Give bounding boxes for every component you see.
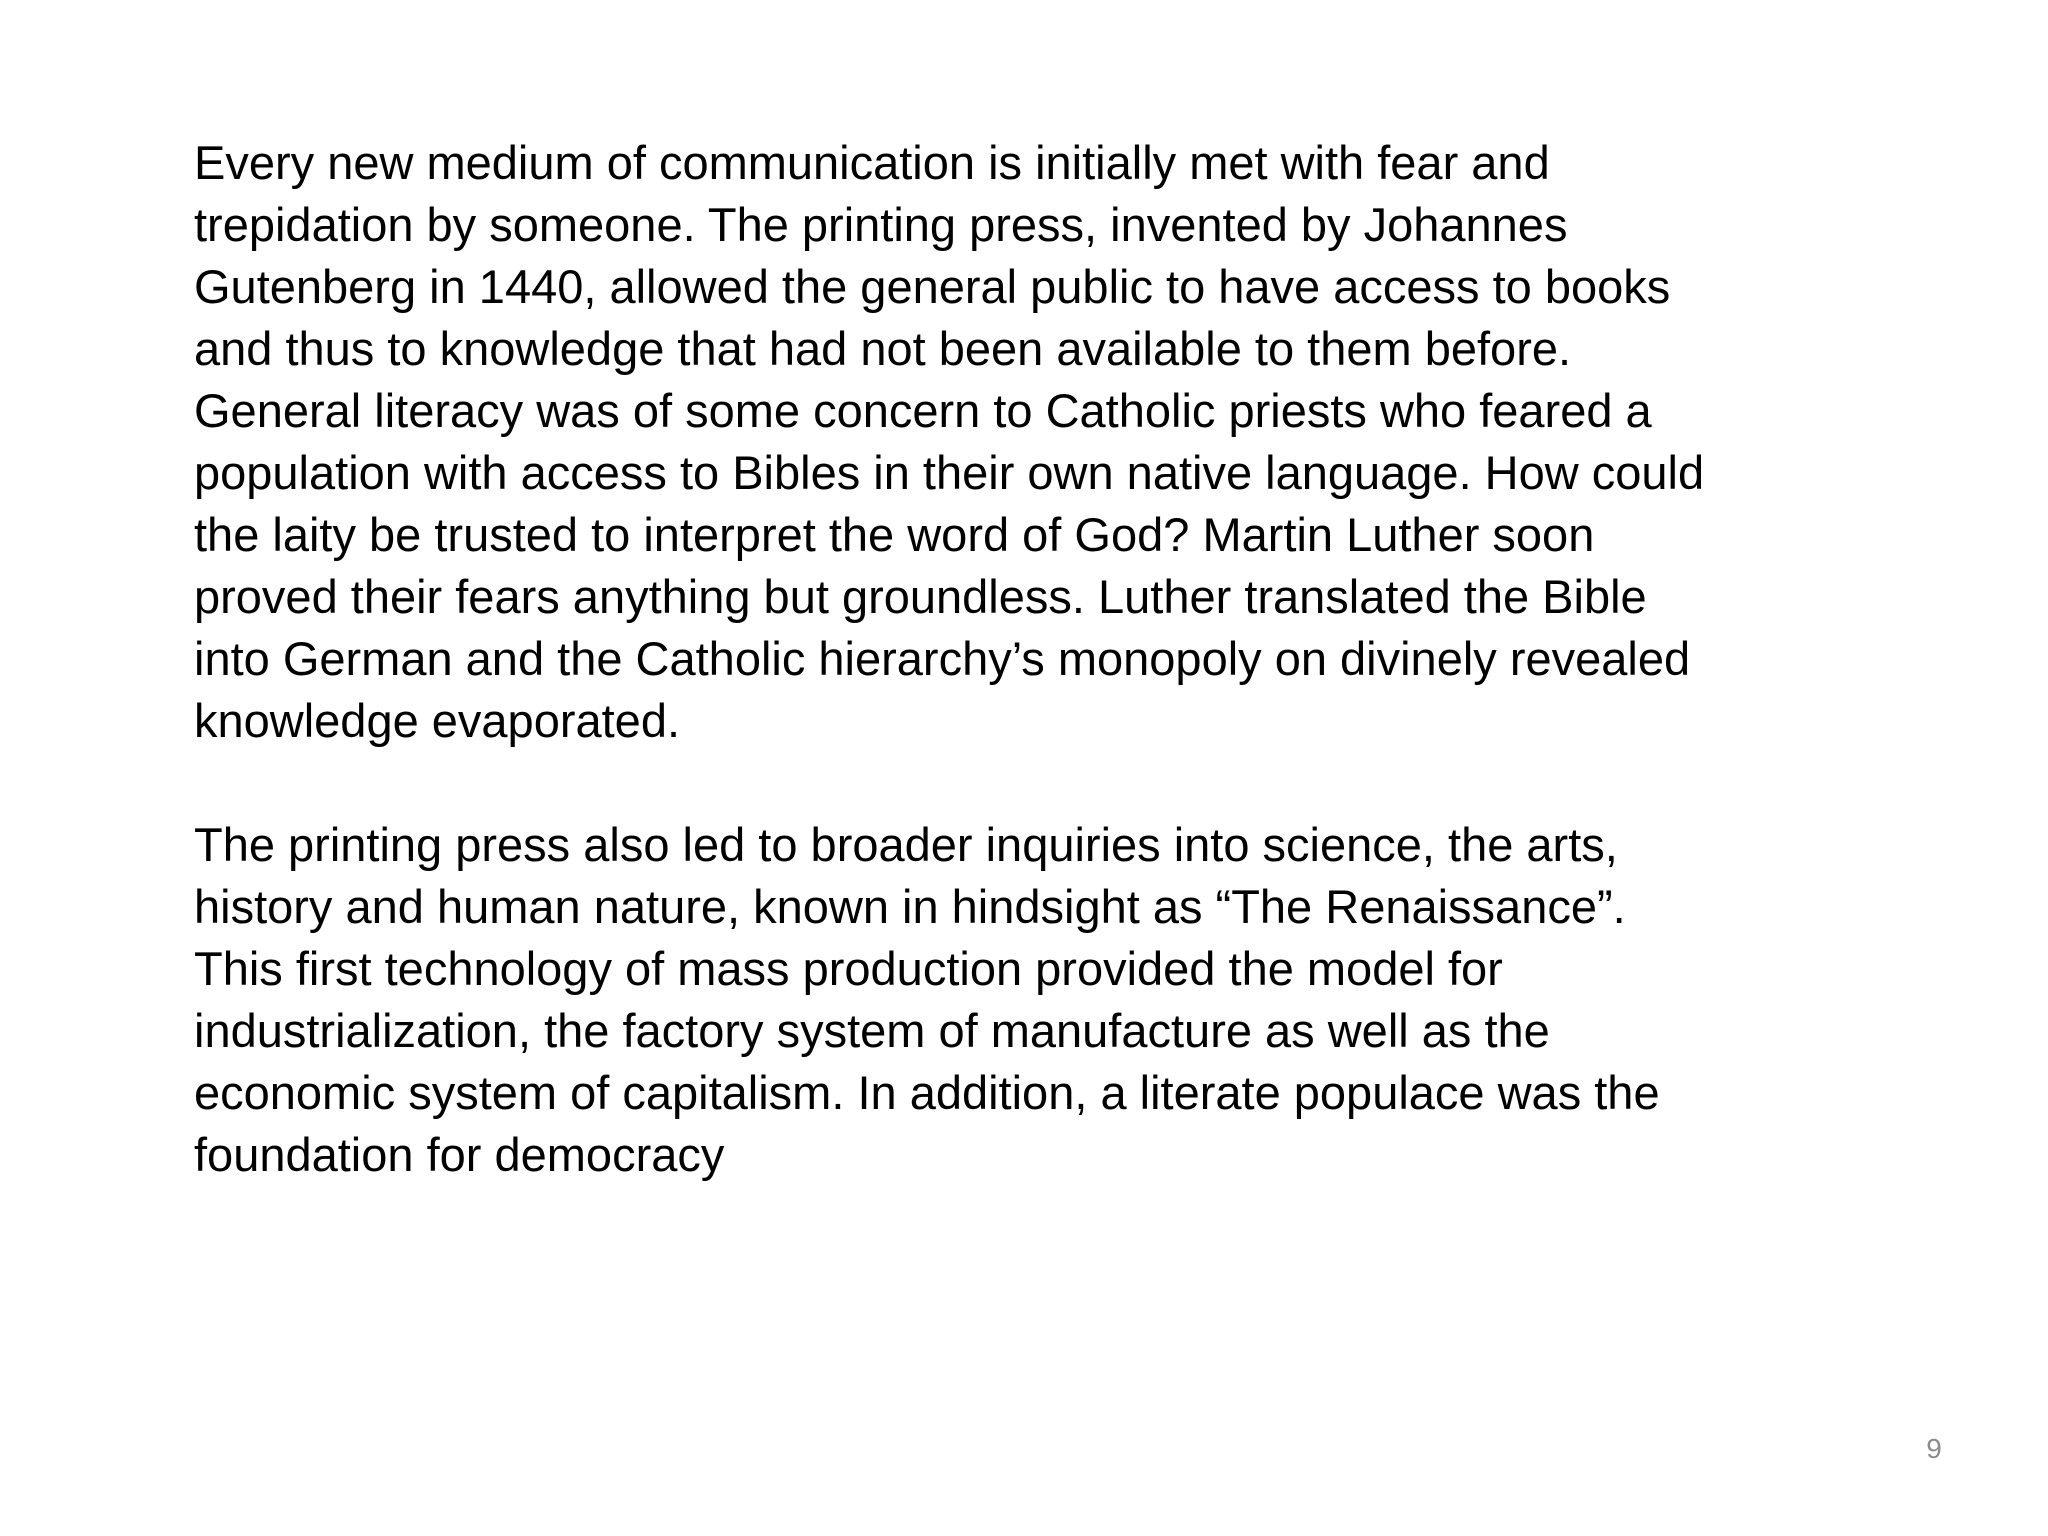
slide-number: 9 — [1926, 1433, 1942, 1464]
text-line: knowledge evaporated. — [194, 694, 681, 747]
text-line: into German and the Catholic hierarchy’s monopoly on divinely revealed — [194, 632, 1691, 685]
paragraph-printing-press-fear — [194, 132, 1894, 752]
text-line: This first technology of mass production provided the model for — [194, 942, 1503, 995]
text-line: foundation for democracy — [194, 1128, 725, 1181]
text-line: proved their fears anything but groundless. Luther translated the Bible — [194, 570, 1647, 623]
text-line: economic system of capitalism. In addition, a literate populace was the — [194, 1066, 1660, 1119]
text-line: General literacy was of some concern to Catholic priests who feared a — [194, 384, 1652, 437]
text-line: trepidation by someone. The printing press, invented by Johannes — [194, 198, 1568, 251]
text-line: the laity be trusted to interpret the word of God? Martin Luther soon — [194, 508, 1595, 561]
text-line: Every new medium of communication is initially met with fear and — [194, 136, 1550, 189]
text-line: population with access to Bibles in their own native language. How could — [194, 446, 1705, 499]
text-line: The printing press also led to broader inquiries into science, the arts, — [194, 818, 1618, 871]
text-line: and thus to knowledge that had not been available to them before. — [194, 322, 1572, 375]
paragraph-spacer — [194, 752, 1894, 814]
slide-body — [194, 132, 1894, 1186]
text-line: industrialization, the factory system of manufacture as well as the — [194, 1004, 1550, 1057]
text-line: history and human nature, known in hindsight as “The Renaissance”. — [194, 880, 1626, 933]
paragraph-renaissance — [194, 814, 1894, 1186]
text-line: Gutenberg in 1440, allowed the general public to have access to books — [194, 260, 1671, 313]
